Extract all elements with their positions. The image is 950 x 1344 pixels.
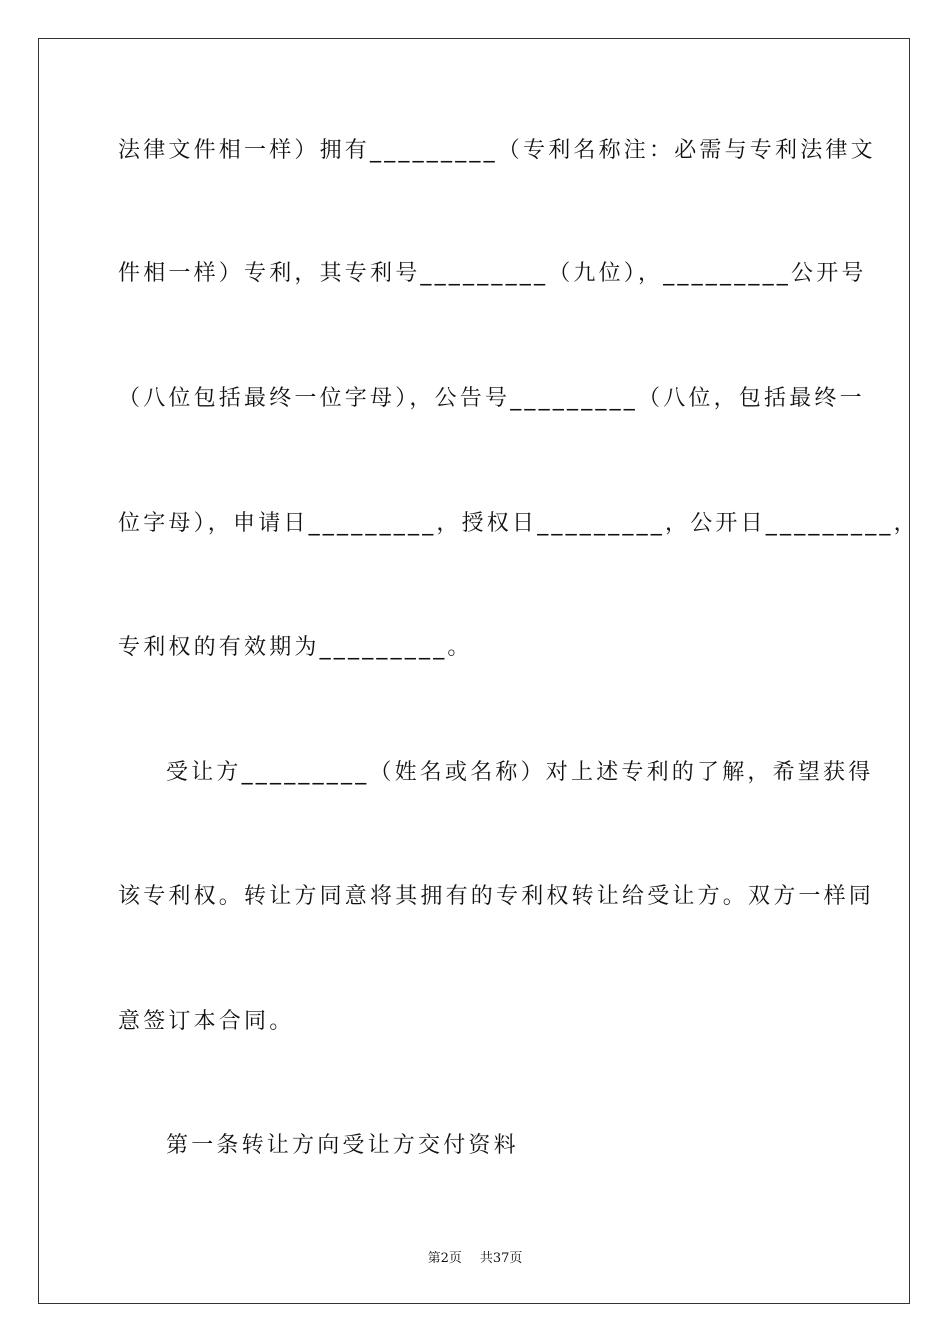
- page-number: 第2页: [427, 1251, 462, 1266]
- text-line-4: 位字母），申请日_________，授权日_________，公开日_________，: [118, 511, 919, 536]
- text-line-3: （八位包括最终一位字母），公告号_________（八位，包括最终一: [118, 386, 865, 411]
- page-border: [38, 38, 919, 1304]
- section-heading-article-1: 第一条转让方向受让方交付资料: [166, 1133, 519, 1158]
- paragraph-indent-line-1: 受让方_________（姓名或名称）对上述专利的了解，希望获得: [166, 760, 874, 785]
- text-line-1: 法律文件相一样）拥有_________（专利名称注：必需与专利法律文: [118, 138, 876, 163]
- page-footer: [0, 1247, 950, 1266]
- text-line-2: 件相一样）专利，其专利号_________（九位），_________公开号: [118, 261, 867, 286]
- page-total: 共37页: [479, 1251, 523, 1266]
- text-line-5: 专利权的有效期为_________。: [118, 635, 473, 660]
- text-line-7: 该专利权。转让方同意将其拥有的专利权转让给受让方。双方一样同: [118, 884, 875, 909]
- text-line-8: 意签订本合同。: [118, 1009, 295, 1034]
